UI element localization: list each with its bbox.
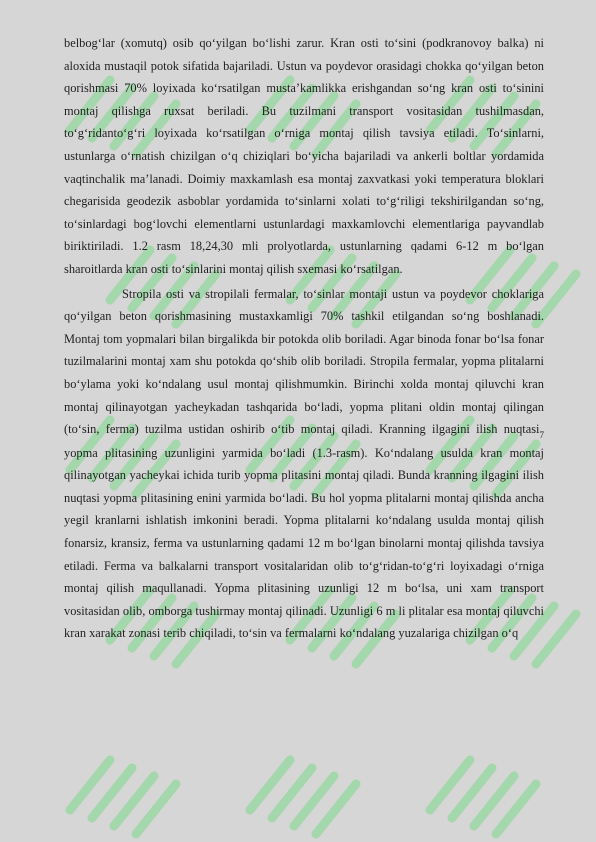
watermark-stroke xyxy=(272,768,312,818)
watermark-stroke xyxy=(136,784,176,834)
watermark-stroke xyxy=(114,776,154,826)
paragraph-1 xyxy=(64,32,544,281)
paragraph-1-text: belbog‘lar (xomutq) osib qo‘yilgan bo‘lishi zarur. Kran osti to‘sini (podkranovoy balka) ni aloxida mustaqil potok sifatida bajariladi. Ustun va poydevor orasidagi chokka qo‘yilgan beton qorishmasi 70% loyixada ko‘rsatilgan musta’kamlikka erishgandan so‘ng kran osti to‘sinini montaj qilishga ruxsat beriladi. Bu tuzilmani transport vositasidan tushilmasdan, to‘g‘ridanto‘g‘ri loyixada ko‘rsatilgan o‘rniga montaj qilish tavsiya etiladi. To‘sinlarni, ustunlarga o‘rnatish chizilgan o‘q chiziqlari bo‘yicha bajariladi va ankerli boltlar yordamida vaqtinchalik ma’lanadi. Doimiy maxkamlash esa montaj zaxvatkasi yoki temperatura bloklari chegarisida geodezik asboblar yordamida to‘sinlarni xolati to‘g‘riligi tekshirilgandan so‘ng, to‘sinlardagi bog‘lovchi elementlarni ustunlardagi maxkamlovchi elementlariga payvandlab biriktiriladi. 1.2 rasm 18,24,30 mli prolyotlarda, ustunlarning qadami 6-12 m bo‘lgan sharoitlarda kran osti to‘sinlarini montaj qilish sxemasi ko‘rsatilgan. xyxy=(64,36,544,276)
watermark-stroke xyxy=(430,760,470,810)
paragraph-2-text-start: Stropila osti va stropilali fermalar, to‘sinlar montaji ustun va poydevor choklariga qo‘yilgan beton qorishmasining mustaxkamligi 70% tashkil etilgandan so‘ng boshlanadi. Montaj tom yopmalari bilan birgalikda bir potokda olib boriladi. Agar binoda fonar bo‘lsa fonar tuzilmalarini montaj xam shu potokda qo‘shib olib boriladi. Stropila fermalar, yopma plitalarni bo‘ylama yoki ko‘ndalang usul montaj qilishmumkin. Birinchi xolda montaj qiluvchi kran montaj qilinayotgan yacheykadan tashqarida bo‘ladi, yopma plitani oldin montaj qilingan (to‘sin, ferma) tuzilma ustidan oshirib o‘tib montaj qiladi. Kranning ilgagini ilish nuqtasi xyxy=(64,286,544,437)
watermark-stroke xyxy=(316,784,356,834)
watermark-stroke xyxy=(294,776,334,826)
document-body xyxy=(64,32,544,645)
watermark-stroke xyxy=(474,776,514,826)
paragraph-2 xyxy=(64,283,544,646)
watermark-stroke xyxy=(70,760,110,810)
watermark-stroke xyxy=(92,768,132,818)
watermark-stroke xyxy=(250,760,290,810)
page-number: 7 xyxy=(539,430,544,441)
watermark-stroke xyxy=(452,768,492,818)
watermark-stroke xyxy=(496,784,536,834)
paragraph-2-text-end: yopma plitasining uzunligini yarmida bo‘ladi (1.3-rasm). Ko‘ndalang usulda kran montaj qilinayotgan yacheykai ichida turib yopma plitasini montaj qiladi. Bunda kranning ilgagini ilish nuqtasi yopma plitasining enini yarmida bo‘ladi. Bu hol yopma plitalarni montaj qilishda ancha yegil kranlarni ishlatish imkonini beradi. Yopma plitalarni ko‘ndalang usulda montaj qilish fonarsiz, kransiz, ferma va ustunlarning qadami 12 m bo‘lgan binolarni montaj qilishda tavsiya etiladi. Ferma va balkalarni transport vositalaridan olib to‘g‘ridan-to‘g‘ri loyixadagi o‘rniga montaj qilish maqullanadi. Yopma plitasining uzunligi 12 m bo‘lsa, uni xam transport vositasidan olib, omborga tushirmay montaj qilinadi. Uzunligi 6 m li plitalar esa montaj qiluvchi kran xarakat zonasi terib chiqiladi, to‘sin va fermalarni ko‘ndalang yuzalariga chizilgan o‘q xyxy=(64,445,544,641)
